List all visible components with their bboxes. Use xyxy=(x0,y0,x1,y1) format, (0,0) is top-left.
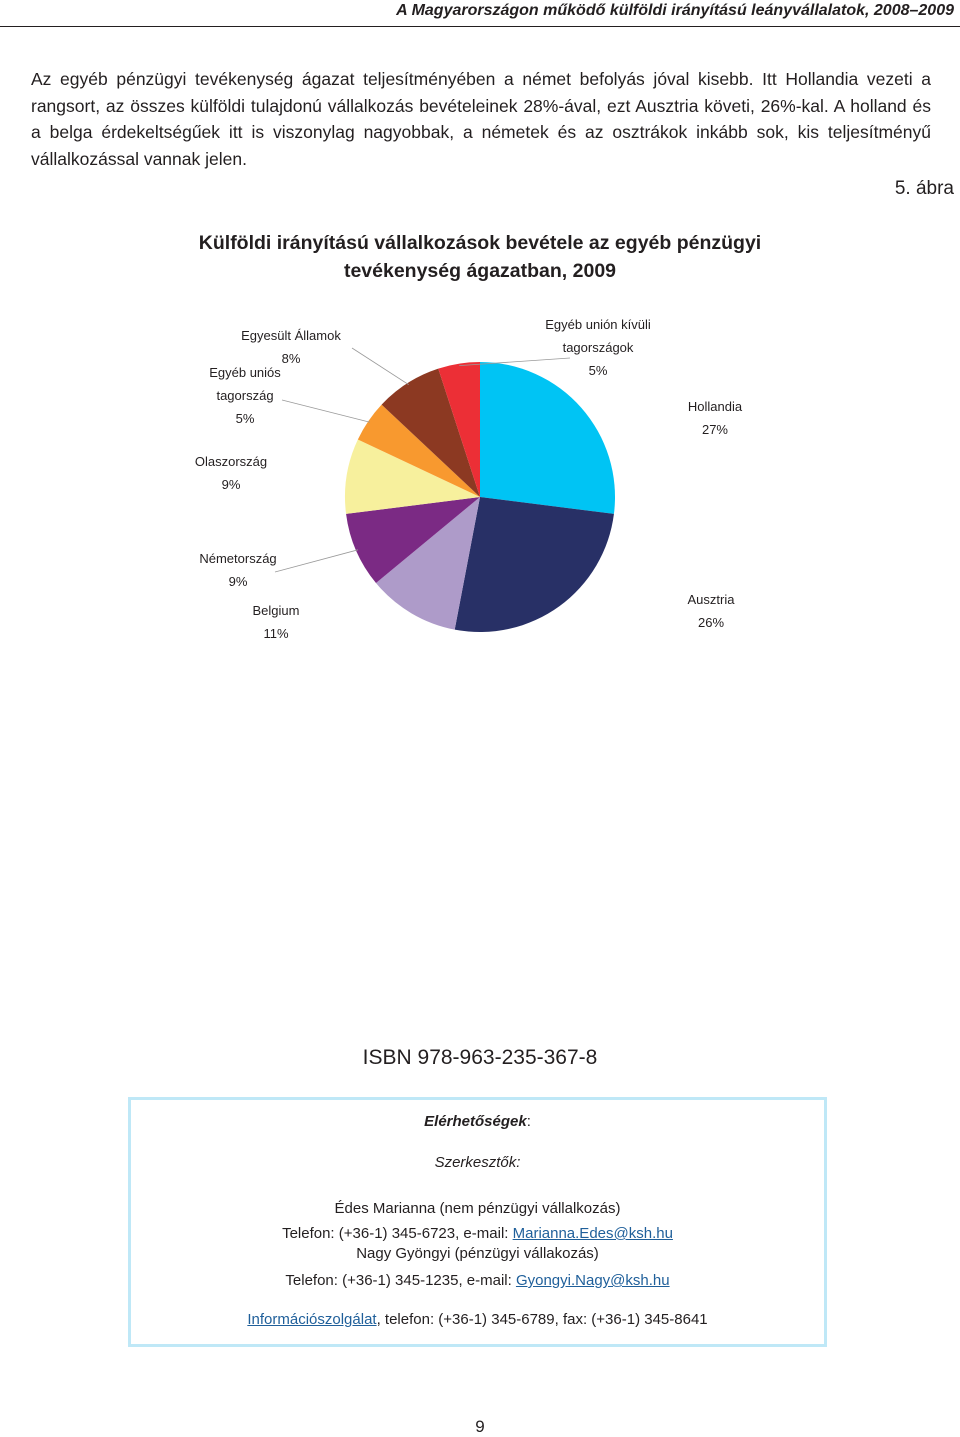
slice-label-value: 5% xyxy=(588,363,608,378)
editor-1-email-link[interactable]: Marianna.Edes@ksh.hu xyxy=(512,1225,673,1242)
slice-label-name: Belgium xyxy=(252,603,300,618)
info-service-contact: , telefon: (+36-1) 345-6789, fax: (+36-1) 345-8641 xyxy=(376,1311,708,1328)
slice-label-name: tagországok xyxy=(562,340,634,355)
pie-chart xyxy=(0,0,960,700)
slice-label-value: 8% xyxy=(281,351,301,366)
editor-2-phone: Telefon: (+36-1) 345-1235, e-mail: xyxy=(285,1272,516,1289)
contacts-heading-text: Elérhetőségek xyxy=(424,1113,527,1130)
contacts-heading-colon: : xyxy=(526,1113,531,1130)
slice-label xyxy=(688,588,735,634)
contact-box xyxy=(128,1097,827,1347)
figure-number: 5. ábra xyxy=(894,178,954,199)
info-service-line xyxy=(131,1311,824,1328)
editor-2-email-link[interactable]: Gyongyi.Nagy@ksh.hu xyxy=(515,1272,670,1289)
slice-label-name: Egyéb unión kívüli xyxy=(545,317,651,332)
chart-title-line-1: Külföldi irányítású vállalkozások bevétele az egyéb pénzügyi xyxy=(198,232,762,254)
header-title: A Magyarországon működő külföldi irányítású leányvállalatok, 2008–2009 xyxy=(396,2,954,19)
chart-title-line-2: tevékenység ágazatban, 2009 xyxy=(343,260,617,282)
slice-label-name: Egyéb uniós xyxy=(209,365,281,380)
slice-label-value: 9% xyxy=(221,477,241,492)
slice-label-name: Hollandia xyxy=(687,399,743,414)
slice-label-value: 5% xyxy=(235,411,255,426)
slice-label xyxy=(253,599,300,645)
editor-1-name: Édes Marianna (nem pénzügyi vállalkozás) xyxy=(334,1200,621,1217)
slice-label xyxy=(209,361,281,430)
pie-slice xyxy=(455,497,614,632)
isbn: ISBN 978-963-235-367-8 xyxy=(362,1046,598,1069)
contacts-heading xyxy=(131,1113,824,1130)
slice-label xyxy=(545,313,651,382)
leader-line xyxy=(352,348,409,385)
page-number: 9 xyxy=(475,1417,485,1436)
editor-2-name: Nagy Gyöngyi (pénzügyi vállakozás) xyxy=(356,1245,599,1262)
pie-slice xyxy=(480,362,615,514)
slice-label-value: 9% xyxy=(228,574,248,589)
leader-line xyxy=(275,550,358,572)
slice-label-name: tagország xyxy=(216,388,274,403)
slice-label-value: 11% xyxy=(263,626,289,641)
info-service-link[interactable]: Információszolgálat xyxy=(247,1311,377,1328)
slice-label-name: Németország xyxy=(199,551,277,566)
slice-label-name: Ausztria xyxy=(687,592,735,607)
slice-label xyxy=(195,450,267,496)
editor-1-contact xyxy=(131,1225,824,1242)
slice-label-value: 26% xyxy=(697,615,725,630)
slice-label xyxy=(199,547,276,593)
slice-label xyxy=(241,324,341,370)
slice-label xyxy=(688,395,742,441)
slice-label-name: Olaszország xyxy=(194,454,268,469)
slice-label-value: 27% xyxy=(701,422,729,437)
editors-label: Szerkesztők: xyxy=(434,1154,521,1171)
slice-label-name: Egyesült Államok xyxy=(241,328,341,343)
leader-line xyxy=(282,400,370,422)
body-paragraph: Az egyéb pénzügyi tevékenység ágazat teljesítményében a német befolyás jóval kisebb. Itt Hollandia vezeti a rangsort, az összes külföldi tulajdonú vállalkozás bevételeinek 28%-ával, ezt Ausztria követi, 26%-kal. A holland és a belga érdekeltségűek itt is viszonylag nagyobbak, a németek és az osztrákok inkább sok, kis teljesítményű vállalkozással vannak jelen. xyxy=(31,69,931,169)
editor-1-phone: Telefon: (+36-1) 345-6723, e-mail: xyxy=(282,1225,513,1242)
editor-2-contact xyxy=(131,1272,824,1289)
